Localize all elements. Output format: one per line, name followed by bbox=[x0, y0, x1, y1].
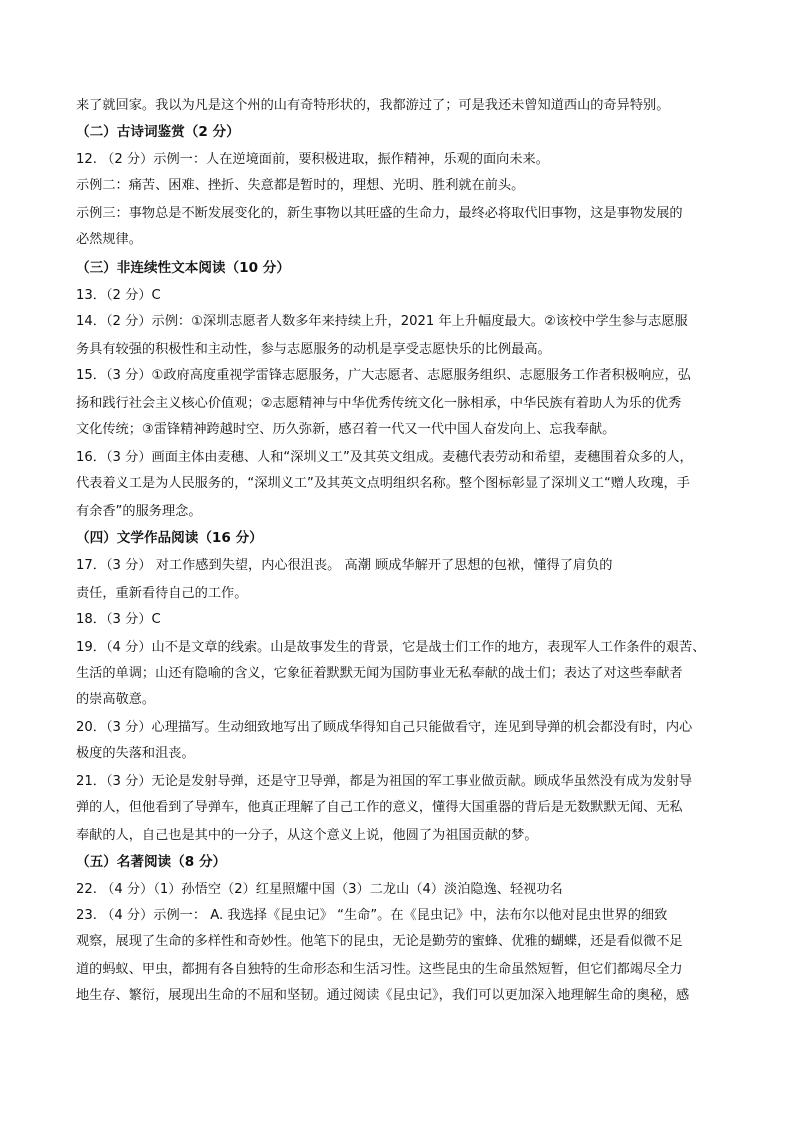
text-line: 18．（3 分）C bbox=[76, 612, 161, 627]
text-line: 必然规律。 bbox=[76, 232, 142, 247]
text-line: 14．（2 分）示例：①深圳志愿者人数多年来持续上升，2021 年上升幅度最大。②该校中学生参与志愿服 bbox=[76, 314, 688, 329]
text-line: 13．（2 分）C bbox=[76, 288, 161, 303]
text-line: 22. （4 分）（1）孙悟空（2）红星照耀中国（3）二龙山（4）淡泊隐逸、轻视功名 bbox=[76, 882, 563, 897]
text-line: 责任，重新看待自己的工作。 bbox=[76, 586, 248, 601]
text-line: 19．（4 分）山不是文章的线索。山是故事发生的背景，它是战士们工作的地方，表现军人工作条件的艰苦、 bbox=[76, 640, 706, 655]
text-line: 17．（3 分） 对工作感到失望，内心很沮丧。 高潮 顾成华解开了思想的包袱，懂得了肩负的 bbox=[76, 558, 613, 573]
text-line: 的崇高敬意。 bbox=[76, 692, 156, 707]
text-line: 奉献的人，自己也是其中的一分子，从这个意义上说，他圆了为祖国贡献的梦。 bbox=[76, 828, 538, 843]
text-line: 20．（3 分）心理描写。生动细致地写出了顾成华得知自己只能做看守，连见到导弹的机会都没有时，内心 bbox=[76, 720, 693, 735]
text-line: 12. （2 分）示例一：人在逆境面前，要积极进取，振作精神，乐观的面向未来。 bbox=[76, 152, 549, 167]
text-line: 扬和践行社会主义核心价值观；②志愿精神与中华优秀传统文化一脉相承，中华民族有着助人为乐的优秀 bbox=[76, 396, 682, 411]
text-line: 代表着义工是为人民服务的，“深圳义工”及其英文点明组织名称。整个图标彰显了深圳义工“赠人玫瑰，手 bbox=[76, 476, 690, 491]
text-line: 示例三：事物总是不断发展变化的，新生事物以其旺盛的生命力，最终必将取代旧事物，这是事物发展的 bbox=[76, 206, 683, 221]
text-line: 示例二：痛苦、困难、挫折、失意都是暂时的，理想、光明、胜利就在前头。 bbox=[76, 178, 525, 193]
text-line: 有余香”的服务理念。 bbox=[76, 504, 202, 519]
text-line: 生活的单调；山还有隐喻的含义，它象征着默默无闻为国防事业无私奉献的战士们；表达了对这些奉献者 bbox=[76, 666, 683, 681]
text-line: 务具有较强的积极性和主动性，参与志愿服务的动机是享受志愿快乐的比例最高。 bbox=[76, 342, 551, 357]
section-heading: （三）非连续性文本阅读（10 分） bbox=[76, 260, 290, 276]
text-line: 极度的失落和沮丧。 bbox=[76, 746, 195, 761]
text-line: 观察，展现了生命的多样性和奇妙性。他笔下的昆虫，无论是勤劳的蜜蜂、优雅的蝴蝶，还是看似微不足 bbox=[76, 934, 683, 949]
section-heading: （五）名著阅读（8 分） bbox=[76, 854, 227, 870]
text-line: 文化传统；③雷锋精神跨越时空、历久弥新，感召着一代又一代中国人奋发向上、忘我奉献。 bbox=[76, 422, 616, 437]
text-line: 21．（3 分）无论是发射导弹，还是守卫导弹，都是为祖国的军工事业做贡献。顾成华虽然没有成为发射导 bbox=[76, 774, 693, 789]
text-line: 23. （4 分）示例一： A. 我选择《昆虫记》 “生命”。在《昆虫记》中，法布尔以他对昆虫世界的细致 bbox=[76, 908, 668, 923]
text-line: 16．（3 分）画面主体由麦穗、人和“深圳义工”及其英文组成。麦穗代表劳动和希望，麦穗围着众多的人， bbox=[76, 450, 693, 465]
text-line: 来了就回家。我以为凡是这个州的山有奇特形状的，我都游过了；可是我还未曾知道西山的奇异特别。 bbox=[76, 98, 670, 113]
text-line: 道的蚂蚁、甲虫，都拥有各自独特的生命形态和生活习性。这些昆虫的生命虽然短暂，但它们都竭尽全力 bbox=[76, 962, 683, 977]
text-line: 地生存、繁衍，展现出生命的不屈和坚韧。通过阅读《昆虫记》，我们可以更加深入地理解生命的奥秘，感 bbox=[76, 988, 690, 1003]
section-heading: （二）古诗词鉴赏（2 分） bbox=[76, 124, 240, 140]
section-heading: （四）文学作品阅读（16 分） bbox=[76, 530, 263, 546]
text-line: 15．（3 分）①政府高度重视学雷锋志愿服务，广大志愿者、志愿服务组织、志愿服务工作者积极响应，弘 bbox=[76, 368, 691, 383]
text-line: 弹的人，但他看到了导弹车，他真正理解了自己工作的意义，懂得大国重器的背后是无数默默无闻、无私 bbox=[76, 800, 683, 815]
